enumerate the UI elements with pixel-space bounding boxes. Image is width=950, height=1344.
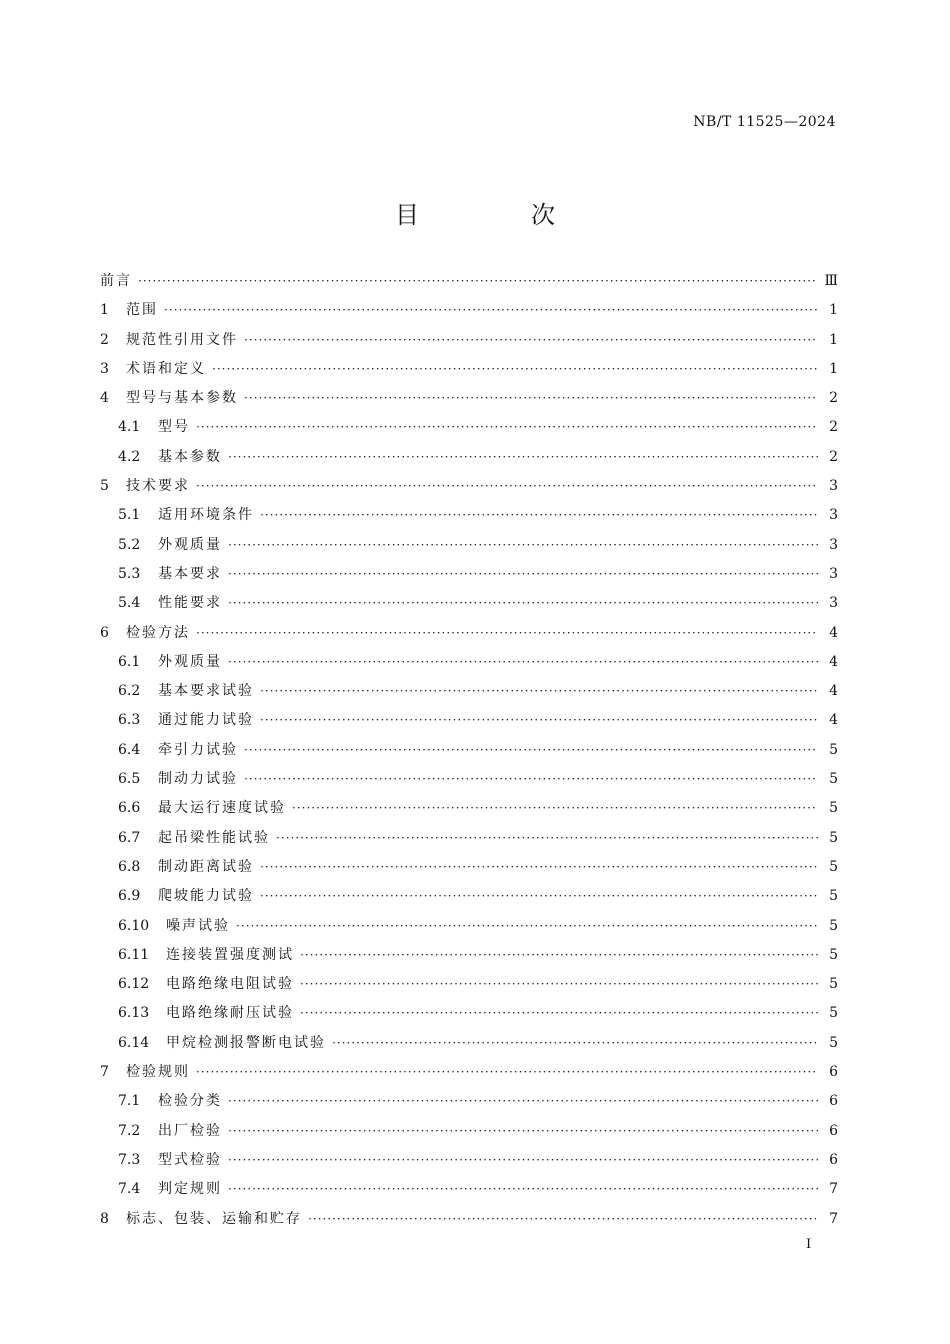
toc-entry-number: 5.4 [118,595,141,612]
toc-entry[interactable] [100,856,838,885]
toc-entry-number: 7.2 [118,1122,141,1139]
toc-entry-page: 3 [829,507,838,524]
toc-leader-dots [244,391,818,405]
toc-entry-label: 范围 [126,302,158,319]
toc-entry-number: 6.8 [118,858,141,875]
toc-entry-page: 3 [829,565,838,582]
toc-leader-dots [196,626,818,640]
toc-entry-number: 7.4 [118,1181,141,1198]
page-number: Ⅰ [806,1237,812,1252]
toc-entry-number: 6.14 [118,1034,150,1051]
toc-entry[interactable] [100,1120,838,1149]
toc-entry-page: 1 [829,302,838,319]
toc-leader-dots [300,977,818,991]
toc-leader-dots [300,1006,818,1020]
toc-entry-label: 起吊梁性能试验 [158,829,270,846]
toc-entry[interactable] [100,1149,838,1178]
toc-entry-label: 出厂检验 [158,1122,222,1139]
toc-leader-dots [292,801,818,815]
toc-entry[interactable] [100,622,838,651]
toc-entry-number: 6.13 [118,1005,150,1022]
toc-entry-page: 5 [829,771,838,788]
toc-entry[interactable] [100,1208,838,1237]
toc-entry[interactable] [100,680,838,709]
toc-leader-dots [212,362,818,376]
toc-entry-label: 技术要求 [126,478,190,495]
toc-entry-page: 6 [829,1064,838,1081]
toc-entry[interactable] [100,1090,838,1119]
toc-entry[interactable] [100,651,838,680]
toc-leader-dots [196,479,818,493]
toc-leader-dots [196,1065,818,1079]
toc-entry-number: 4.2 [118,448,141,465]
toc-leader-dots [196,420,818,434]
toc-leader-dots [332,1036,818,1050]
toc-leader-dots [276,831,818,845]
toc-entry[interactable] [100,1178,838,1207]
toc-entry-page: 7 [829,1181,838,1198]
toc-leader-dots [244,333,818,347]
toc-leader-dots [228,1124,818,1138]
toc-entry-number: 7.3 [118,1151,141,1168]
toc-entry-number: 4.1 [118,419,141,436]
toc-entry-label: 标志、包装、运输和贮存 [126,1210,302,1227]
toc-leader-dots [138,274,818,288]
toc-leader-dots [236,919,818,933]
toc-entry-number: 6.10 [118,917,150,934]
toc-entry-number: 7.1 [118,1093,141,1110]
toc-entry-number: 6.11 [118,946,150,963]
toc-entry-label: 外观质量 [158,653,222,670]
toc-entry[interactable] [100,1061,838,1090]
toc-entry-label: 甲烷检测报警断电试验 [166,1034,326,1051]
toc-entry-label: 噪声试验 [166,917,230,934]
toc-entry-number: 6.2 [118,683,141,700]
toc-entry-label: 最大运行速度试验 [158,800,286,817]
toc-entry-label: 牵引力试验 [158,741,238,758]
toc-entry-label: 基本要求试验 [158,683,254,700]
toc-entry-number: 6.1 [118,653,141,670]
toc-entry-number: 4 [100,390,109,407]
toc-entry-number: 6.5 [118,771,141,788]
toc-entry-page: 5 [829,1034,838,1051]
toc-entry[interactable] [100,534,838,563]
toc-entry[interactable] [100,885,838,914]
toc-entry-label: 术语和定义 [126,360,206,377]
toc-entry-label: 型式检验 [158,1151,222,1168]
toc-leader-dots [260,860,818,874]
toc-leader-dots [164,303,818,317]
toc-entry-number: 2 [100,331,109,348]
toc-entry-page: 3 [829,536,838,553]
toc-entry-label: 适用环境条件 [158,507,254,524]
toc-entry[interactable] [100,329,838,358]
toc-entry[interactable] [100,446,838,475]
toc-entry-label: 基本参数 [158,448,222,465]
toc-leader-dots [228,538,818,552]
toc-entry[interactable] [100,592,838,621]
toc-entry[interactable] [100,739,838,768]
toc-entry-label: 制动力试验 [158,771,238,788]
toc-entry-label: 制动距离试验 [158,858,254,875]
toc-entry[interactable] [100,944,838,973]
toc-entry-page: 6 [829,1151,838,1168]
toc-entry[interactable] [100,416,838,445]
toc-entry-page: 4 [829,712,838,729]
toc-entry[interactable] [100,1032,838,1061]
toc-entry-page: 4 [829,683,838,700]
toc-entry[interactable] [100,827,838,856]
page-title: 目 次 [395,201,599,229]
toc-entry-label: 基本要求 [158,565,222,582]
toc-entry-label: 连接装置强度测试 [166,946,294,963]
toc-leader-dots [260,889,818,903]
toc-entry-page: 4 [829,653,838,670]
toc-leader-dots [228,567,818,581]
toc-entry-page: 6 [829,1093,838,1110]
toc-entry-number: 6.3 [118,712,141,729]
toc-entry-label: 检验方法 [126,624,190,641]
toc-entry-number: 6.12 [118,976,150,993]
toc-entry-number: 3 [100,360,109,377]
toc-entry[interactable] [100,504,838,533]
toc-entry-page: 5 [829,741,838,758]
toc-entry[interactable] [100,299,838,328]
toc-entry-page: 3 [829,595,838,612]
toc-entry-label: 规范性引用文件 [126,331,238,348]
toc-leader-dots [228,1094,818,1108]
toc-entry-page: 6 [829,1122,838,1139]
toc-entry-number: 5.2 [118,536,141,553]
toc-entry-label: 外观质量 [158,536,222,553]
toc-entry-label: 判定规则 [158,1181,222,1198]
toc-entry-page: 2 [829,390,838,407]
table-of-contents [100,270,838,1237]
toc-entry-page: 1 [829,331,838,348]
toc-leader-dots [260,508,818,522]
toc-entry[interactable] [100,1002,838,1031]
toc-entry-page: 4 [829,624,838,641]
toc-entry-number: 8 [100,1210,109,1227]
toc-entry-number: 5.1 [118,507,141,524]
toc-entry[interactable] [100,973,838,1002]
toc-entry-number: 5 [100,478,109,495]
toc-entry-number: 6.6 [118,800,141,817]
toc-entry-number: 5.3 [118,565,141,582]
toc-leader-dots [244,772,818,786]
toc-entry-page: 7 [829,1210,838,1227]
toc-entry-page: Ⅲ [824,273,838,289]
toc-entry[interactable] [100,797,838,826]
standard-code: NB/T 11525—2024 [693,114,836,130]
toc-leader-dots [308,1212,818,1226]
toc-entry-page: 5 [829,1005,838,1022]
toc-entry-number: 6 [100,624,109,641]
toc-leader-dots [244,743,818,757]
toc-leader-dots [228,655,818,669]
toc-entry[interactable] [100,768,838,797]
toc-leader-dots [228,596,818,610]
toc-entry-page: 5 [829,858,838,875]
toc-entry-label: 通过能力试验 [158,712,254,729]
toc-entry-page: 5 [829,917,838,934]
toc-leader-dots [260,713,818,727]
toc-entry-label: 型号 [158,419,190,436]
toc-entry[interactable] [100,915,838,944]
toc-entry-page: 1 [829,360,838,377]
toc-leader-dots [228,1153,818,1167]
toc-entry-page: 3 [829,478,838,495]
toc-entry-page: 2 [829,448,838,465]
toc-entry[interactable] [100,563,838,592]
toc-entry[interactable] [100,475,838,504]
toc-leader-dots [300,948,818,962]
toc-leader-dots [228,1182,818,1196]
toc-entry-label: 性能要求 [158,595,222,612]
toc-entry-number: 1 [100,302,109,319]
toc-entry-number: 6.4 [118,741,141,758]
toc-entry-label: 爬坡能力试验 [158,888,254,905]
toc-entry[interactable] [100,709,838,738]
toc-entry-label: 电路绝缘电阻试验 [166,976,294,993]
toc-entry-page: 5 [829,976,838,993]
toc-entry-page: 5 [829,800,838,817]
toc-entry[interactable] [100,270,838,299]
toc-entry-label: 前言 [100,273,132,289]
toc-entry-page: 5 [829,888,838,905]
toc-entry-page: 2 [829,419,838,436]
toc-leader-dots [228,450,818,464]
toc-entry-number: 7 [100,1064,109,1081]
toc-entry-label: 型号与基本参数 [126,390,238,407]
toc-entry-label: 电路绝缘耐压试验 [166,1005,294,1022]
toc-entry-label: 检验分类 [158,1093,222,1110]
toc-entry[interactable] [100,358,838,387]
toc-leader-dots [260,684,818,698]
toc-entry-page: 5 [829,829,838,846]
toc-entry-label: 检验规则 [126,1064,190,1081]
toc-entry-page: 5 [829,946,838,963]
toc-entry[interactable] [100,387,838,416]
toc-entry-number: 6.7 [118,829,141,846]
toc-entry-number: 6.9 [118,888,141,905]
